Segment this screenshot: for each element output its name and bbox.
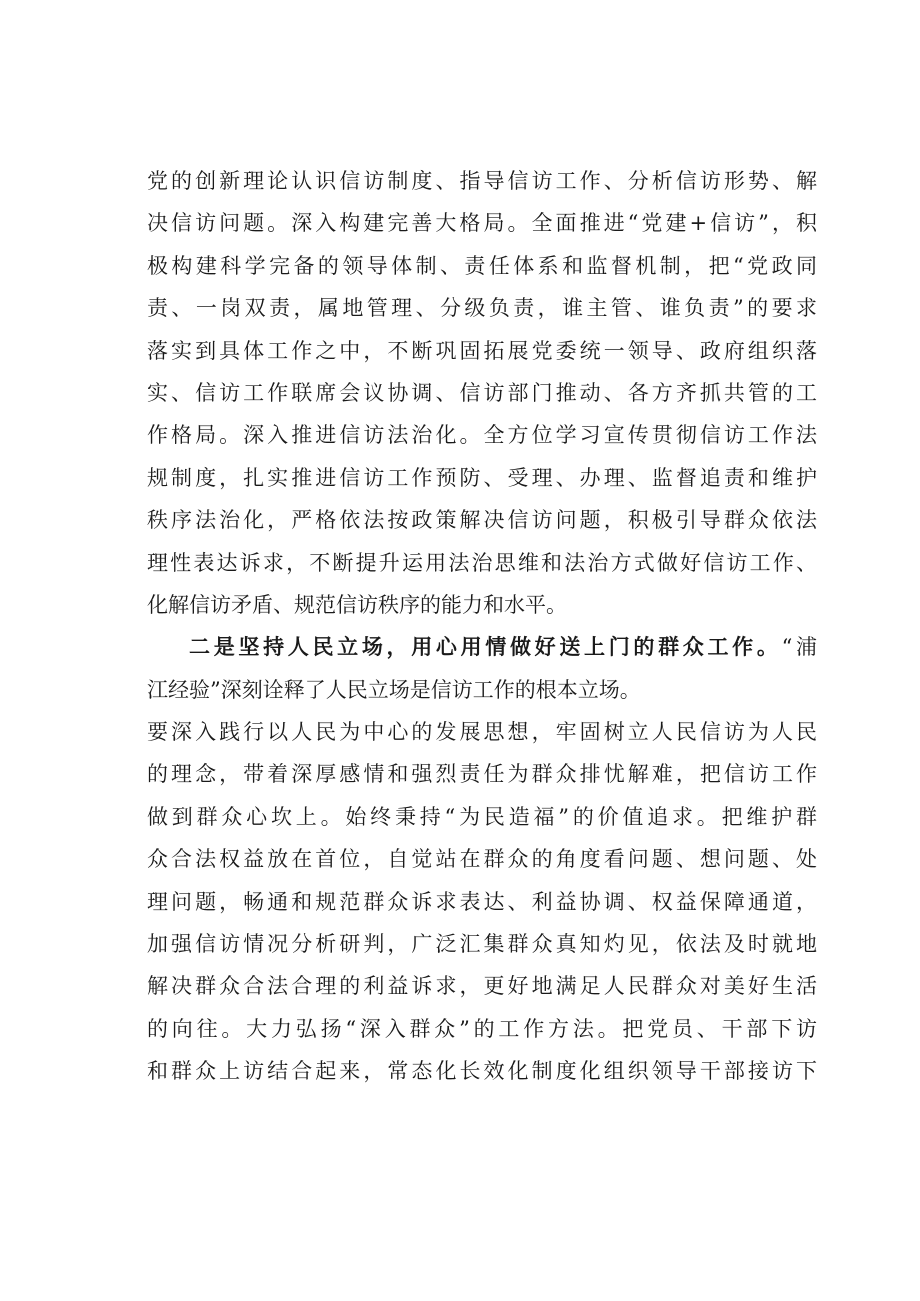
text-line: 秩序法治化，严格依法按政策解决信访问题，积极引导群众依法	[147, 508, 817, 533]
text-line: 作格局。深入推进信访法治化。全方位学习宣传贯彻信访工作法	[147, 423, 817, 448]
text-line: 规制度，扎实推进信访工作预防、受理、办理、监督追责和维护	[147, 465, 817, 490]
text-line: 和群众上访结合起来，常态化长效化制度化组织领导干部接访下	[147, 1059, 817, 1084]
text-line: 党的创新理论认识信访制度、指导信访工作、分析信访形势、解	[147, 169, 817, 193]
section-heading: 二是坚持人民立场，用心用情做好送上门的群众工作。	[189, 634, 782, 660]
section-heading-line	[147, 626, 817, 668]
text-line: 要深入践行以人民为中心的发展思想，牢固树立人民信访为人民	[147, 720, 817, 745]
text-line: 的向往。大力弘扬“深入群众”的工作方法。把党员、干部下访	[147, 1016, 817, 1041]
text-line: 江经验”深刻诠释了人民立场是信访工作的根本立场。	[147, 677, 641, 702]
text-line: 化解信访矛盾、规范信访秩序的能力和水平。	[147, 592, 567, 617]
text-line: 决信访问题。深入构建完善大格局。全面推进“党建+信访”，积	[147, 211, 817, 236]
text-line: 责、一岗双责，属地管理、分级负责，谁主管、谁负责”的要求	[147, 296, 817, 321]
text-line: 做到群众心坎上。始终秉持“为民造福”的价值追求。把维护群	[147, 804, 817, 829]
body-text	[147, 160, 817, 1093]
heading-tail: “浦	[781, 635, 817, 660]
text-line: 加强信访情况分析研判，广泛汇集群众真知灼见，依法及时就地	[147, 932, 817, 957]
text-line: 的理念，带着深厚感情和强烈责任为群众排忧解难，把信访工作	[147, 762, 817, 787]
text-line: 理问题，畅通和规范群众诉求表达、利益协调、权益保障通道，	[147, 889, 817, 914]
text-line: 实、信访工作联席会议协调、信访部门推动、各方齐抓共管的工	[147, 380, 817, 405]
text-line: 落实到具体工作之中，不断巩固拓展党委统一领导、政府组织落	[147, 338, 817, 363]
text-line: 极构建科学完备的领导体制、责任体系和监督机制，把“党政同	[147, 253, 817, 278]
text-line: 众合法权益放在首位，自觉站在群众的角度看问题、想问题、处	[147, 847, 817, 872]
text-line: 解决群众合法合理的利益诉求，更好地满足人民群众对美好生活	[147, 974, 817, 999]
text-line: 理性表达诉求，不断提升运用法治思维和法治方式做好信访工作、	[147, 550, 817, 575]
